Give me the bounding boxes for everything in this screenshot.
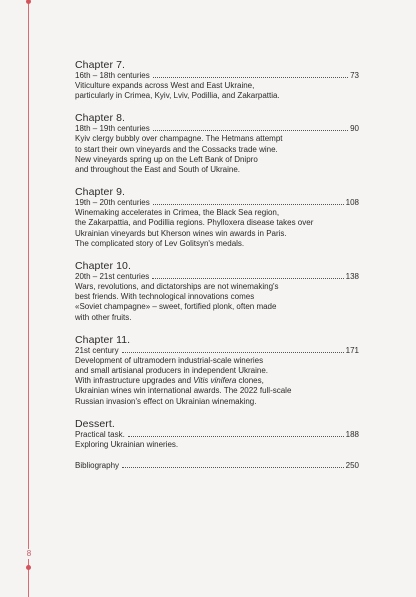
toc-section-chapter-7 xyxy=(75,59,359,101)
toc-section-chapter-8 xyxy=(75,112,359,175)
entry-page: 138 xyxy=(345,272,359,282)
toc-section-chapter-11 xyxy=(75,334,359,407)
section-title: Dessert. xyxy=(75,417,115,430)
toc-section-bibliography xyxy=(75,461,359,471)
description-text: clones, Ukrainian wines win international awards. The 2022 full-scale Russian invasion's effect on Ukrainian winemaking. xyxy=(75,376,292,406)
toc-section-chapter-10 xyxy=(75,260,359,323)
section-title: Chapter 8. xyxy=(75,112,126,125)
entry-page: 250 xyxy=(345,461,359,471)
dot-leader xyxy=(153,77,348,78)
dot-leader xyxy=(153,130,348,131)
section-description xyxy=(75,356,359,407)
toc-section-chapter-9 xyxy=(75,186,359,249)
entry-label: Bibliography xyxy=(75,461,120,471)
toc-section-dessert xyxy=(75,418,359,450)
section-description: Winemaking accelerates in Crimea, the Black Sea region, the Zakarpattia, and Podillia regions. Phylloxera disease takes over Ukrainian vineyards but Kherson wines win awards in Paris. The complicated story of Lev Golitsyn's medals. xyxy=(75,208,314,248)
dot-leader xyxy=(153,204,344,205)
dot-leader xyxy=(122,352,344,353)
page-number: 8 xyxy=(23,549,35,559)
toc-entry xyxy=(75,346,359,356)
entry-label: 18th – 19th centuries xyxy=(75,124,150,134)
section-description: Wars, revolutions, and dictatorships are not winemaking's best friends. With technological innovations comes «Soviet champagne» – sweet, fortified plonk, often made with other fruits. xyxy=(75,282,279,322)
entry-page: 90 xyxy=(350,124,359,134)
margin-dot-top xyxy=(26,0,31,4)
toc-entry xyxy=(75,272,359,282)
section-title: Chapter 9. xyxy=(75,186,126,199)
entry-page: 188 xyxy=(345,429,359,439)
toc-entry xyxy=(75,198,359,208)
entry-page: 171 xyxy=(345,345,359,355)
margin-line xyxy=(28,0,29,597)
section-description: Viticulture expands across West and East Ukraine, particularly in Crimea, Kyiv, Lviv, Podillia, and Zakarpattia. xyxy=(75,81,280,101)
toc-entry xyxy=(75,430,359,440)
section-description: Exploring Ukrainian wineries. xyxy=(75,439,179,449)
entry-page: 73 xyxy=(350,71,359,80)
description-italic-text: Vitis vinifera xyxy=(193,376,237,386)
entry-label: 21st century xyxy=(75,345,119,355)
dot-leader xyxy=(152,278,343,279)
margin-dot-bottom xyxy=(26,565,31,570)
section-title: Chapter 10. xyxy=(75,260,131,273)
entry-label: 19th – 20th centuries xyxy=(75,198,150,208)
toc-entry xyxy=(75,71,359,81)
dot-leader xyxy=(122,467,344,468)
entry-label: 20th – 21st centuries xyxy=(75,272,150,282)
section-title: Chapter 11. xyxy=(75,333,131,346)
entry-page: 108 xyxy=(345,198,359,208)
toc-entry xyxy=(75,124,359,134)
description-text: Development of ultramodern industrial-scale wineries and small artisianal producers in independent Ukraine. With infrastructure upgrades and xyxy=(75,355,268,386)
toc-entry xyxy=(75,461,359,471)
entry-label: 16th – 18th centuries xyxy=(75,71,150,80)
entry-label: Practical task. xyxy=(75,429,125,439)
section-description: Kyiv clergy bubbly over champagne. The Hetmans attempt to start their own vineyards and the Cossacks trade wine. New vineyards spring up on the Left Bank of Dnipro and throughout the East and South of Ukraine. xyxy=(75,134,283,175)
table-of-contents xyxy=(75,59,359,482)
dot-leader xyxy=(128,436,344,437)
section-title: Chapter 7. xyxy=(75,59,126,71)
